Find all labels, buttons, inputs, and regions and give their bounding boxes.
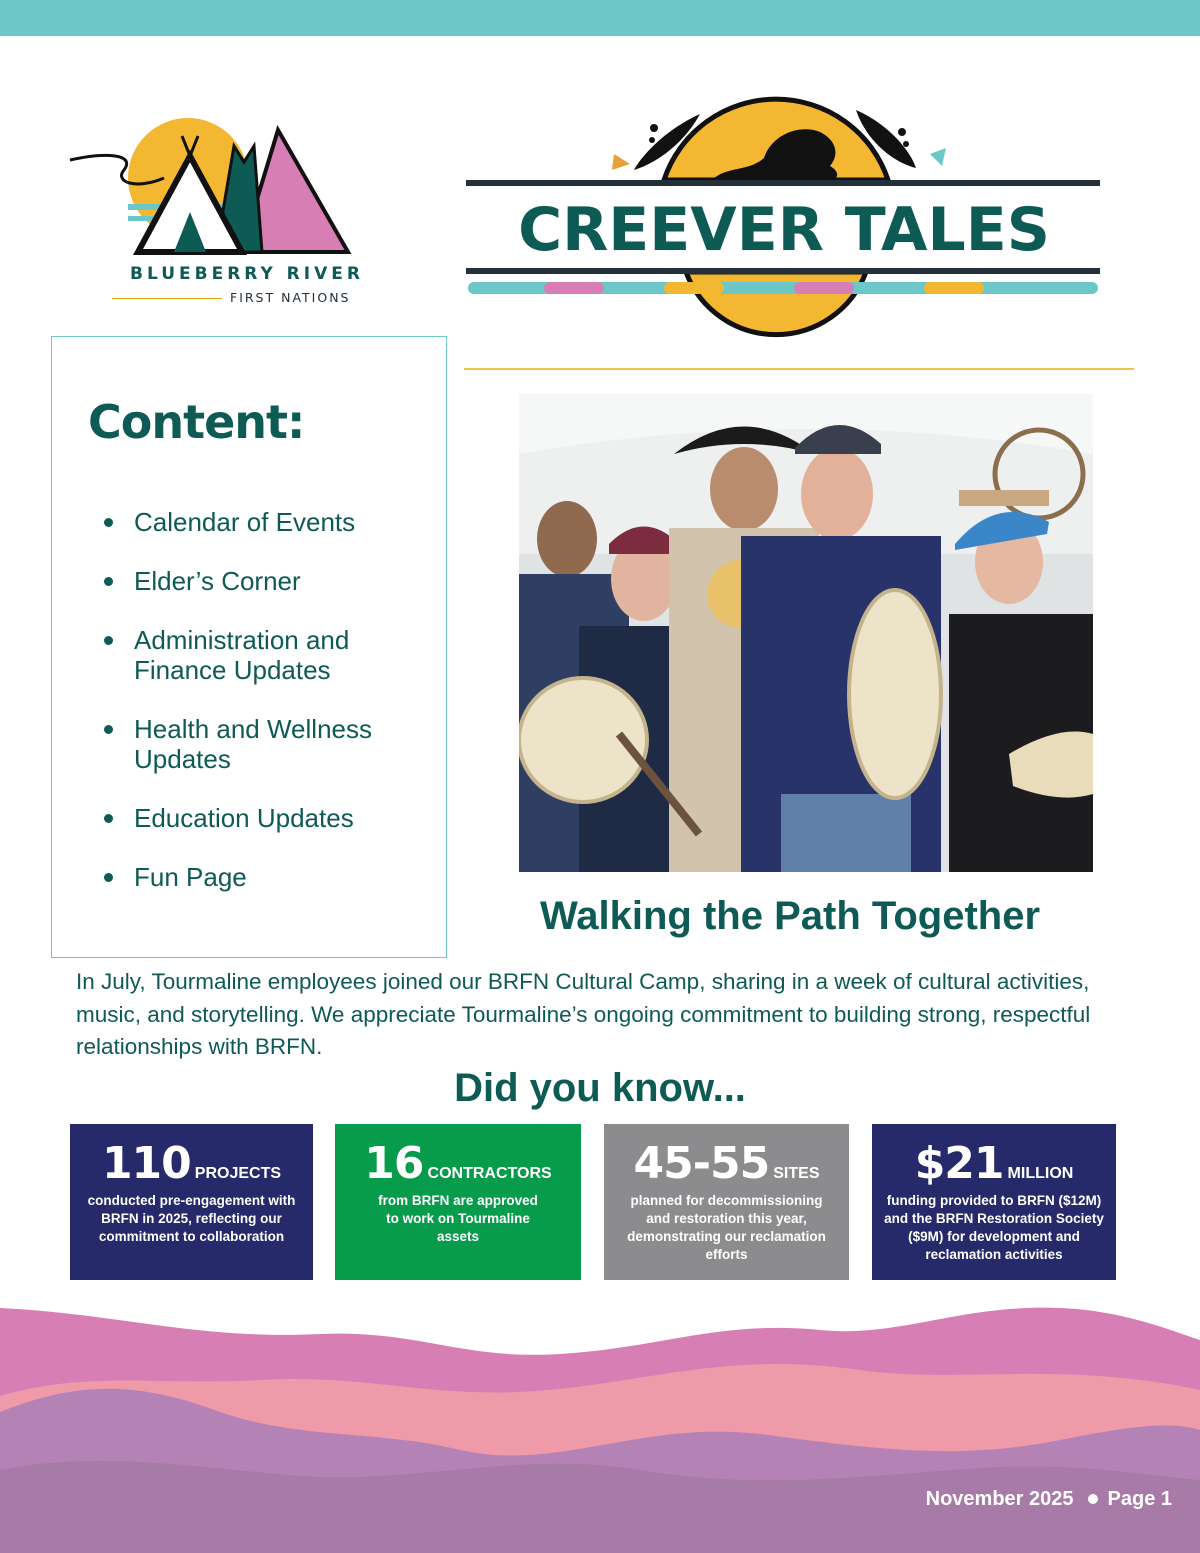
- contents-item[interactable]: Administration and Finance Updates: [52, 625, 434, 685]
- mountain-landscape: [0, 1300, 1200, 1553]
- org-name: BLUEBERRY RIVER: [130, 264, 364, 284]
- masthead: [464, 84, 1104, 340]
- stat-description: planned for decommissioning and restoration this year, demonstrating our reclamation efforts: [627, 1193, 826, 1262]
- brfn-logo-mark: [66, 112, 366, 262]
- stat-card-contractors: [335, 1124, 581, 1280]
- stat-number: 16: [364, 1138, 424, 1189]
- feature-heading: Walking the Path Together: [539, 894, 1041, 938]
- contents-item[interactable]: Calendar of Events: [52, 507, 434, 537]
- header-rule: [464, 368, 1134, 370]
- did-you-know-heading: Did you know...: [454, 1066, 746, 1110]
- stat-number: $21: [914, 1138, 1004, 1189]
- contents-list: [52, 507, 434, 892]
- stat-card-funding: [872, 1124, 1116, 1280]
- contents-item[interactable]: Education Updates: [52, 803, 434, 833]
- stat-unit: MILLION: [1007, 1165, 1074, 1182]
- footer-separator-dot: [1088, 1494, 1098, 1504]
- top-accent-bar: [0, 0, 1200, 36]
- beadwork-border: [468, 282, 1098, 294]
- stat-description: from BRFN are approved to work on Tourmaline assets: [378, 1193, 538, 1244]
- brfn-logo: [66, 112, 386, 312]
- stat-card-projects: [70, 1124, 313, 1280]
- stat-number: 45-55: [633, 1138, 770, 1189]
- footer-page-number: Page 1: [1107, 1488, 1172, 1510]
- stat-card-sites: [604, 1124, 849, 1280]
- stat-unit: CONTRACTORS: [427, 1165, 552, 1182]
- page-footer: [926, 1488, 1172, 1511]
- contents-item[interactable]: Elder’s Corner: [52, 566, 434, 596]
- org-subtitle: FIRST NATIONS: [230, 290, 351, 305]
- stat-unit: PROJECTS: [194, 1165, 282, 1182]
- stat-description: funding provided to BRFN ($12M) and the BRFN Restoration Society ($9M) for development and reclamation activities: [884, 1193, 1104, 1262]
- contents-item[interactable]: Health and Wellness Updates: [52, 714, 434, 774]
- cultural-camp-photo: [519, 394, 1093, 872]
- newsletter-title: CREEVER TALES: [518, 195, 1050, 265]
- footer-date: November 2025: [925, 1488, 1074, 1510]
- logo-rule: [112, 298, 222, 299]
- stat-description: conducted pre-engagement with BRFN in 2025, reflecting our commitment to collaboration: [87, 1193, 296, 1244]
- feature-body: In July, Tourmaline employees joined our BRFN Cultural Camp, sharing in a week of cultural activities, music, and storytelling. We appreciate Tourmaline’s ongoing commitment to building strong, respectful relationships with BRFN.: [76, 969, 1091, 1059]
- contents-title: Content:: [88, 395, 305, 449]
- contents-item[interactable]: Fun Page: [52, 862, 434, 892]
- stat-number: 110: [101, 1138, 191, 1189]
- stat-unit: SITES: [773, 1165, 820, 1182]
- contents-panel: [51, 336, 447, 958]
